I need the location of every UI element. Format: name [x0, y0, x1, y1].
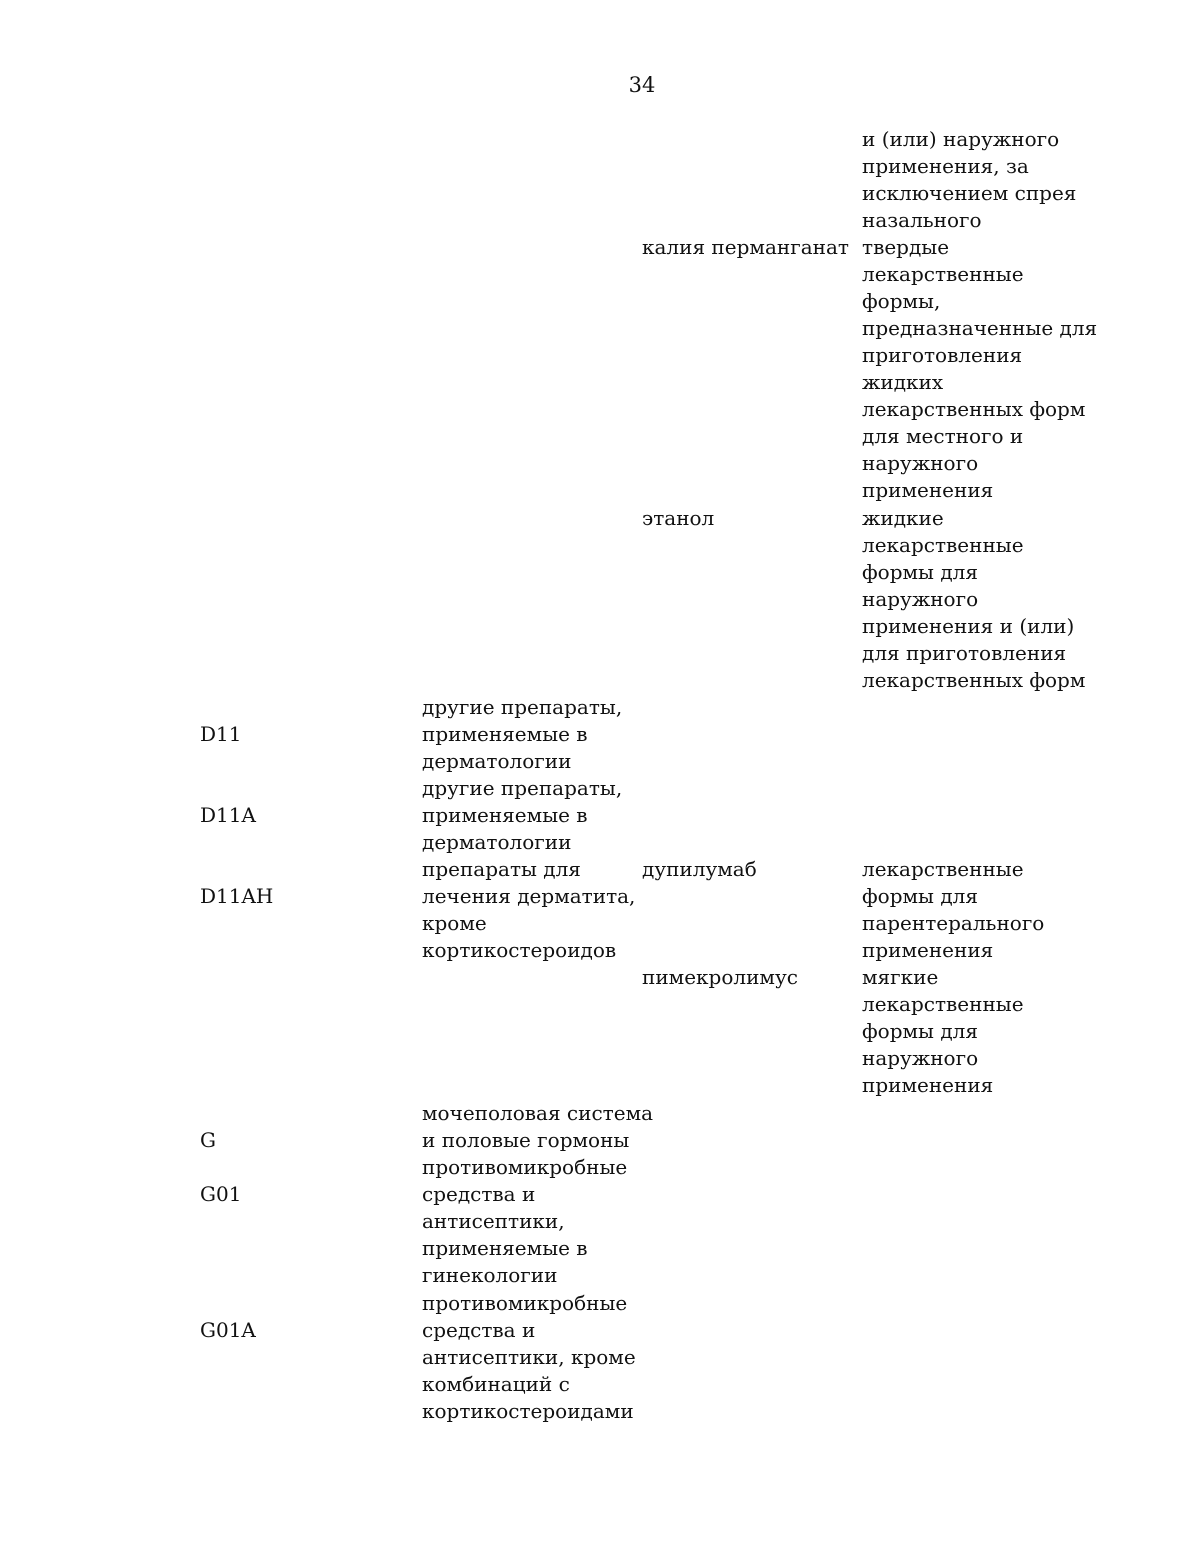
atc-code-g01: G01: [200, 1182, 242, 1206]
dosage-form-continued: и (или) наружного применения, за исключением спрея назального: [862, 127, 1077, 232]
substance-dupilumab: дупилумаб: [642, 857, 757, 881]
substance-potassium-permanganate: калия перманганат: [642, 235, 849, 259]
atc-code-g: G: [200, 1128, 216, 1152]
atc-code-d11a: D11A: [200, 803, 256, 827]
substance-pimecrolimus: пимекролимус: [642, 965, 798, 989]
description-d11a: другие препараты, применяемые в дерматологии: [422, 776, 623, 854]
dosage-form-pimecrolimus: мягкие лекарственные формы для наружного применения: [862, 965, 1024, 1097]
dosage-form-ethanol: жидкие лекарственные формы для наружного применения и (или) для приготовления лекарственных форм: [862, 506, 1086, 692]
dosage-form-potassium-permanganate: твердые лекарственные формы, предназначенные для приготовления жидких лекарственных форм для местного и наружного применения: [862, 235, 1098, 502]
page-number: 34: [628, 73, 656, 97]
atc-code-d11ah: D11AH: [200, 884, 274, 908]
description-d11: другие препараты, применяемые в дерматологии: [422, 695, 623, 773]
description-g01a: противомикробные средства и антисептики, кроме комбинаций с кортикостероидами: [422, 1291, 636, 1423]
description-g: мочеполовая система и половые гормоны: [422, 1101, 654, 1152]
atc-code-d11: D11: [200, 722, 242, 746]
atc-code-g01a: G01A: [200, 1318, 256, 1342]
substance-ethanol: этанол: [642, 506, 715, 530]
dosage-form-dupilumab: лекарственные формы для парентерального применения: [862, 857, 1045, 962]
description-d11ah: препараты для лечения дерматита, кроме кортикостероидов: [422, 857, 636, 962]
description-g01: противомикробные средства и антисептики, применяемые в гинекологии: [422, 1155, 628, 1287]
